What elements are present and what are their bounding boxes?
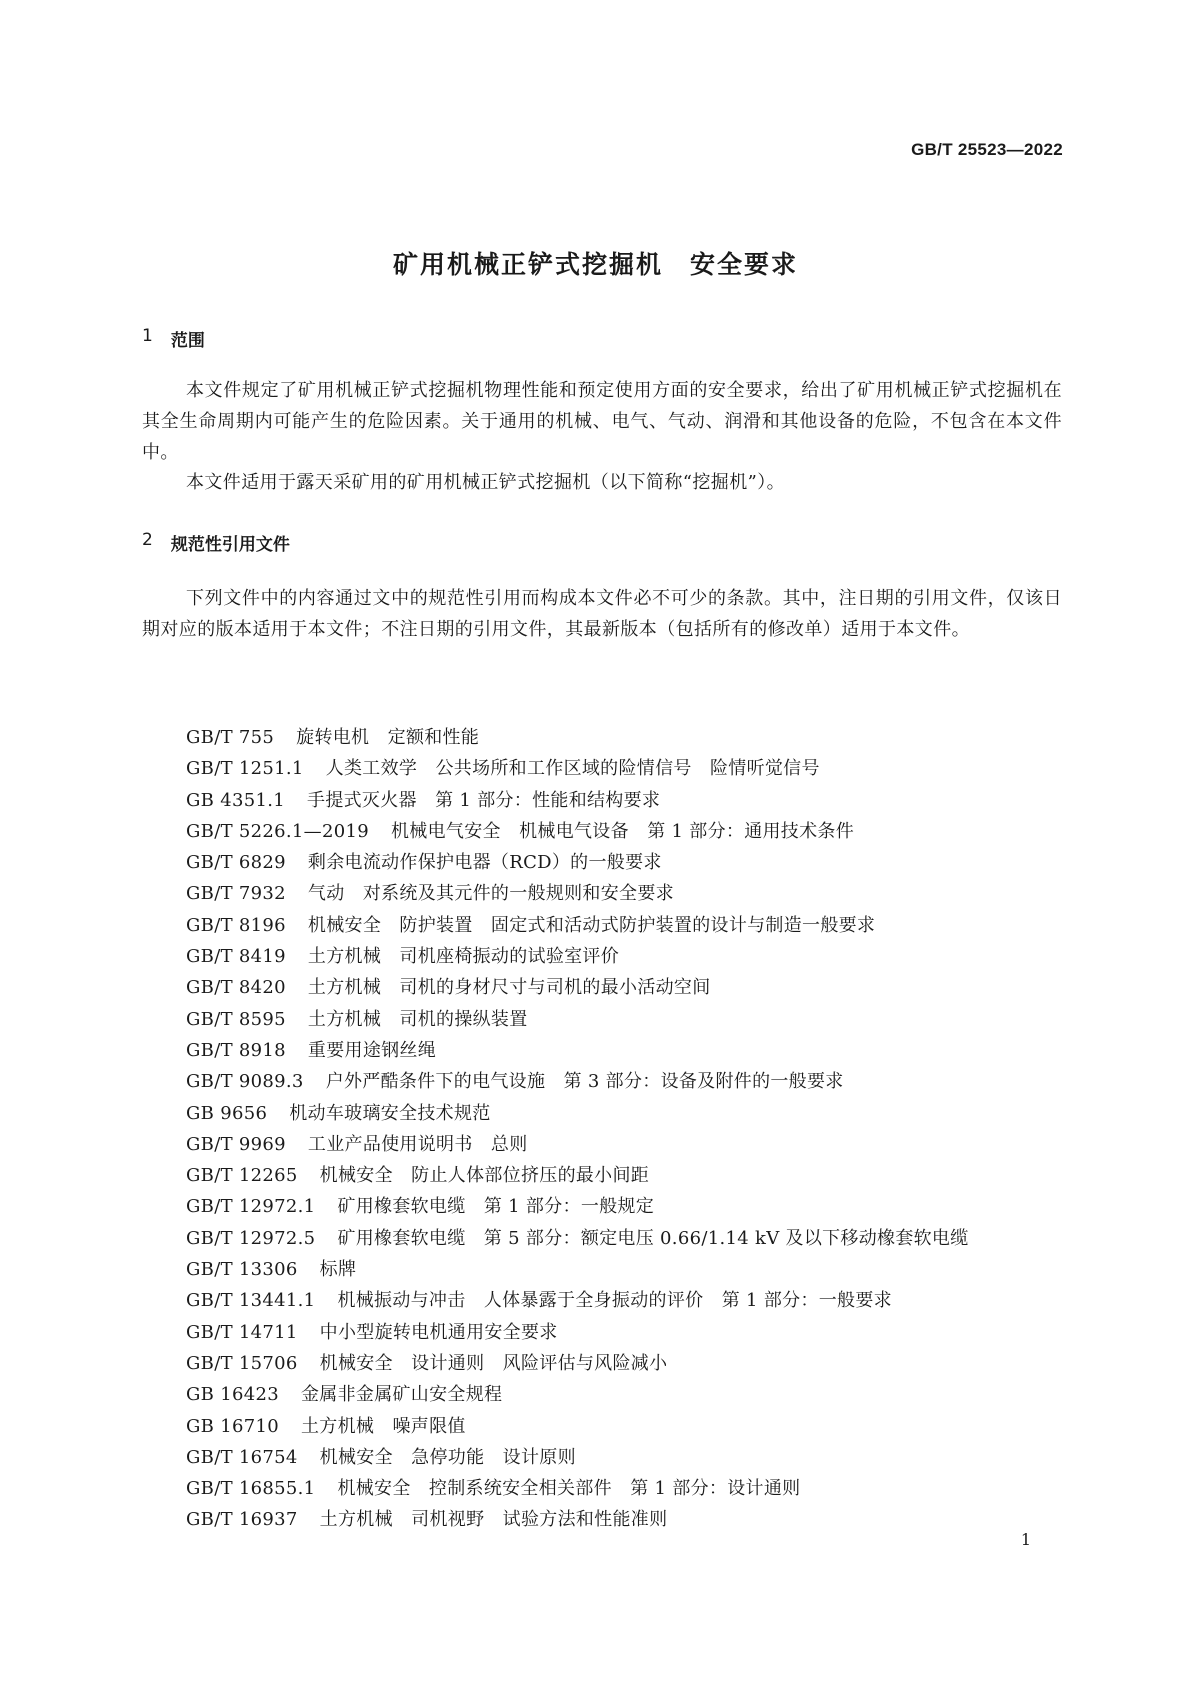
reference-title: 户外严酷条件下的电气设施 第 3 部分：设备及附件的一般要求 (325, 1071, 844, 1093)
reference-item (186, 878, 969, 909)
reference-code: GB/T 16855.1 (186, 1478, 316, 1500)
reference-title: 机械安全 防止人体部位挤压的最小间距 (319, 1165, 650, 1187)
reference-code: GB/T 13441.1 (186, 1290, 316, 1312)
reference-title: 矿用橡套软电缆 第 1 部分：一般规定 (337, 1196, 655, 1218)
reference-item (186, 722, 969, 753)
reference-item (186, 1348, 969, 1379)
reference-title: 机械安全 控制系统安全相关部件 第 1 部分：设计通则 (337, 1478, 801, 1500)
reference-list (186, 722, 969, 1536)
reference-code: GB/T 8918 (186, 1039, 286, 1061)
reference-title: 机械安全 急停功能 设计原则 (319, 1446, 576, 1468)
reference-code: GB/T 8595 (186, 1008, 286, 1030)
reference-code: GB 4351.1 (186, 789, 286, 811)
reference-item (186, 847, 969, 878)
reference-item (186, 816, 969, 847)
reference-item (186, 1317, 969, 1348)
reference-item (186, 1285, 969, 1316)
section-title: 规范性引用文件 (170, 535, 290, 555)
reference-code: GB/T 12972.1 (186, 1196, 316, 1218)
reference-title: 土方机械 司机视野 试验方法和性能准则 (319, 1509, 668, 1531)
reference-title: 土方机械 司机座椅振动的试验室评价 (307, 946, 620, 968)
reference-code: GB/T 14711 (186, 1321, 298, 1343)
section-title: 范围 (170, 331, 205, 351)
reference-title: 气动 对系统及其元件的一般规则和安全要求 (307, 883, 674, 905)
reference-title: 机动车玻璃安全技术规范 (289, 1102, 491, 1124)
section-number: 1 (142, 326, 153, 346)
reference-title: 中小型旋转电机通用安全要求 (319, 1321, 558, 1343)
reference-item (186, 910, 969, 941)
reference-title: 人类工效学 公共场所和工作区域的险情信号 险情听觉信号 (325, 758, 820, 780)
reference-item (186, 1411, 969, 1442)
reference-code: GB/T 8196 (186, 914, 286, 936)
scope-paragraph-2: 本文件适用于露天采矿用的矿用机械正铲式挖掘机（以下简称“挖掘机”）。 (186, 472, 786, 493)
reference-title: 手提式灭火器 第 1 部分：性能和结构要求 (307, 789, 661, 811)
reference-code: GB/T 5226.1—2019 (186, 820, 369, 842)
reference-code: GB/T 13306 (186, 1259, 298, 1281)
reference-item (186, 1066, 969, 1097)
reference-code: GB/T 755 (186, 727, 275, 748)
reference-title: 机械安全 防护装置 固定式和活动式防护装置的设计与制造一般要求 (307, 914, 876, 936)
reference-title: 重要用途钢丝绳 (307, 1039, 437, 1061)
reference-code: GB/T 15706 (186, 1352, 298, 1374)
reference-item (186, 785, 969, 816)
reference-item (186, 1035, 969, 1066)
reference-item (186, 1129, 969, 1160)
reference-title: 机械振动与冲击 人体暴露于全身振动的评价 第 1 部分：一般要求 (337, 1290, 892, 1312)
reference-item (186, 1160, 969, 1191)
reference-code: GB 16710 (186, 1415, 279, 1437)
reference-code: GB/T 8419 (186, 946, 286, 968)
reference-code: GB/T 1251.1 (186, 758, 304, 780)
reference-title: 机械电气安全 机械电气设备 第 1 部分：通用技术条件 (391, 820, 854, 842)
reference-item (186, 1473, 969, 1504)
reference-title: 土方机械 司机的操纵装置 (307, 1008, 528, 1030)
reference-code: GB/T 12265 (186, 1165, 298, 1187)
scope-paragraph-1: 本文件规定了矿用机械正铲式挖掘机物理性能和预定使用方面的安全要求，给出了矿用机械正铲式挖掘机在其全生命周期内可能产生的危险因素。关于通用的机械、电气、气动、润滑和其他设备的危险，不包含在本文件中。 (142, 380, 1062, 463)
reference-item (186, 941, 969, 972)
reference-title: 工业产品使用说明书 总则 (307, 1133, 528, 1155)
reference-code: GB/T 7932 (186, 883, 286, 905)
reference-code: GB/T 9969 (186, 1133, 286, 1155)
references-intro-paragraph: 下列文件中的内容通过文中的规范性引用而构成本文件必不可少的条款。其中，注日期的引用文件，仅该日期对应的版本适用于本文件；不注日期的引用文件，其最新版本（包括所有的修改单）适用于本文件。 (142, 588, 1062, 640)
section-heading-scope (142, 326, 205, 351)
reference-item (186, 1379, 969, 1410)
reference-item (186, 972, 969, 1003)
reference-title: 金属非金属矿山安全规程 (301, 1384, 503, 1406)
reference-item (186, 1223, 969, 1254)
document-title: 矿用机械正铲式挖掘机 安全要求 (392, 250, 798, 279)
standard-number: GB/T 25523—2022 (911, 140, 1063, 159)
reference-title: 矿用橡套软电缆 第 5 部分：额定电压 0.66/1.14 kV 及以下移动橡套软电缆 (337, 1227, 969, 1249)
reference-title: 旋转电机 定额和性能 (296, 727, 480, 748)
reference-code: GB/T 16937 (186, 1509, 298, 1531)
reference-title: 土方机械 司机的身材尺寸与司机的最小活动空间 (307, 977, 711, 999)
reference-code: GB 9656 (186, 1102, 268, 1124)
reference-code: GB/T 12972.5 (186, 1227, 316, 1249)
reference-item (186, 1442, 969, 1473)
reference-title: 标牌 (319, 1259, 357, 1281)
reference-item (186, 1191, 969, 1222)
reference-title: 剩余电流动作保护电器（RCD）的一般要求 (307, 852, 662, 874)
reference-item (186, 753, 969, 784)
reference-item (186, 1254, 969, 1285)
section-number: 2 (142, 530, 153, 550)
reference-title: 土方机械 噪声限值 (301, 1415, 466, 1437)
reference-code: GB 16423 (186, 1384, 279, 1406)
reference-code: GB/T 16754 (186, 1446, 298, 1468)
reference-title: 机械安全 设计通则 风险评估与风险减小 (319, 1352, 668, 1374)
reference-item (186, 1504, 969, 1535)
reference-item (186, 1004, 969, 1035)
section-heading-normative-references (142, 530, 290, 555)
page-number: 1 (1020, 1530, 1031, 1549)
reference-item (186, 1098, 969, 1129)
reference-code: GB/T 9089.3 (186, 1071, 304, 1093)
reference-code: GB/T 8420 (186, 977, 286, 999)
reference-code: GB/T 6829 (186, 852, 286, 874)
